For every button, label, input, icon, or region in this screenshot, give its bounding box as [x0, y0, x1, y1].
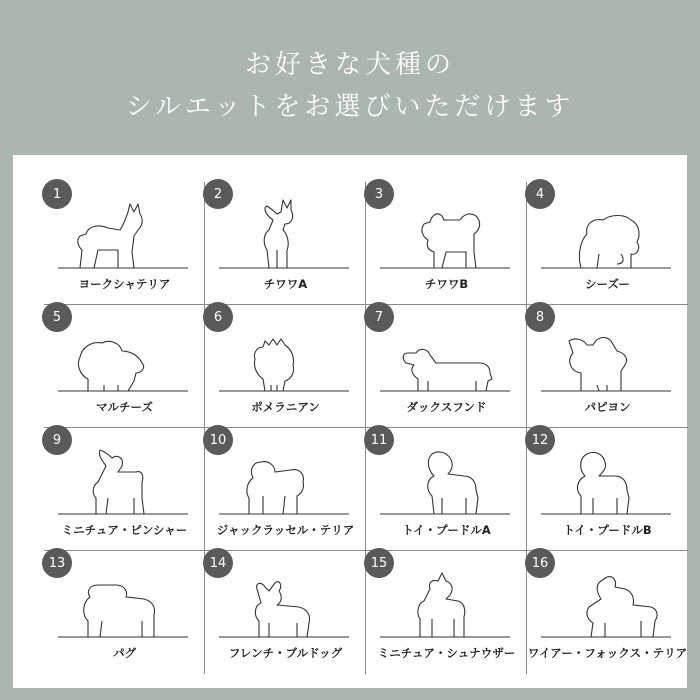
dog-silhouette-outline [403, 349, 492, 391]
breed-name-label: マルチーズ [96, 400, 153, 414]
breed-option-16[interactable] [527, 551, 688, 674]
breed-grid [44, 182, 688, 674]
breed-name-label: ヨークシャテリア [78, 277, 171, 291]
breed-name-label: トイ・プードルA [402, 523, 491, 537]
breed-panel [13, 155, 687, 688]
breed-number-badge: 16 [525, 548, 555, 578]
maltese-icon [58, 313, 188, 395]
header-title-line2: シルエットをお選びいただけます [125, 92, 575, 122]
breed-option-15[interactable] [366, 551, 527, 674]
dachshund-icon [380, 313, 510, 395]
breed-name-label: ジャックラッセル・テリア [216, 523, 355, 537]
breed-name-label: フレンチ・ブルドッグ [228, 646, 343, 660]
breed-name-label: ダックスフンド [406, 400, 487, 414]
miniature-pinscher-icon [58, 436, 188, 518]
breed-option-9[interactable] [44, 428, 205, 551]
yorkshire-terrier-icon [58, 190, 188, 272]
breed-number-badge: 6 [203, 302, 233, 332]
breed-option-11[interactable] [366, 428, 527, 551]
breed-option-10[interactable] [205, 428, 366, 551]
dog-silhouette-outline [428, 452, 478, 514]
breed-option-6[interactable] [205, 305, 366, 428]
breed-option-3[interactable] [366, 182, 527, 305]
breed-number-badge: 13 [42, 548, 72, 578]
breed-option-12[interactable] [527, 428, 688, 551]
breed-option-13[interactable] [44, 551, 205, 674]
breed-option-4[interactable] [527, 182, 688, 305]
dog-silhouette-outline [254, 339, 293, 391]
jack-russell-terrier-icon [219, 436, 349, 518]
papillon-icon [541, 313, 671, 395]
breed-option-5[interactable] [44, 305, 205, 428]
breed-number-badge: 5 [42, 302, 72, 332]
breed-option-7[interactable] [366, 305, 527, 428]
toy-poodle-b-icon [541, 436, 671, 518]
breed-number-badge: 7 [364, 302, 394, 332]
breed-number-badge: 8 [525, 302, 555, 332]
dog-silhouette-outline [84, 585, 155, 637]
dog-silhouette-outline [418, 573, 465, 637]
miniature-schnauzer-icon [380, 559, 510, 641]
breed-name-label: シーズー [585, 277, 630, 291]
pomeranian-icon [219, 313, 349, 395]
breed-number-badge: 12 [525, 425, 555, 455]
breed-name-label: ミニチュア・ピンシャー [61, 523, 188, 537]
dog-silhouette-outline [587, 577, 657, 637]
breed-number-badge: 2 [203, 179, 233, 209]
breed-name-label: パピヨン [584, 400, 631, 414]
breed-number-badge: 15 [364, 548, 394, 578]
wire-fox-terrier-icon [541, 559, 671, 641]
breed-name-label: ワイアー・フォックス・テリア [527, 646, 688, 660]
breed-name-label: ポメラニアン [251, 400, 320, 414]
dog-silhouette-outline [264, 200, 292, 268]
dog-silhouette-outline [247, 462, 304, 514]
breed-number-badge: 10 [203, 425, 233, 455]
dog-silhouette-outline [78, 204, 142, 268]
breed-name-label: チワワB [424, 277, 469, 291]
dog-silhouette-outline [422, 214, 480, 268]
chihuahua-a-icon [219, 190, 349, 272]
breed-number-badge: 4 [525, 179, 555, 209]
breed-option-8[interactable] [527, 305, 688, 428]
breed-name-label: トイ・プードルB [563, 523, 652, 537]
breed-option-14[interactable] [205, 551, 366, 674]
dog-silhouette-outline [578, 452, 629, 514]
breed-name-label: チワワA [263, 277, 308, 291]
breed-number-badge: 14 [203, 548, 233, 578]
pug-icon [58, 559, 188, 641]
breed-name-label: パグ [113, 646, 136, 660]
dog-silhouette-outline [93, 450, 144, 514]
breed-name-label: ミニチュア・シュナウザー [377, 646, 516, 660]
breed-number-badge: 9 [42, 425, 72, 455]
shih-tzu-icon [541, 190, 671, 272]
dog-silhouette-outline [569, 338, 627, 391]
french-bulldog-icon [219, 559, 349, 641]
breed-option-1[interactable] [44, 182, 205, 305]
toy-poodle-a-icon [380, 436, 510, 518]
breed-option-2[interactable] [205, 182, 366, 305]
dog-silhouette-outline [255, 582, 309, 637]
dog-silhouette-outline [78, 341, 143, 391]
breed-number-badge: 11 [364, 425, 394, 455]
breed-number-badge: 1 [42, 179, 72, 209]
header-title-line1: お好きな犬種の [244, 50, 455, 80]
header [0, 0, 700, 150]
dog-silhouette-outline [579, 216, 639, 269]
chihuahua-b-icon [380, 190, 510, 272]
breed-number-badge: 3 [364, 179, 394, 209]
